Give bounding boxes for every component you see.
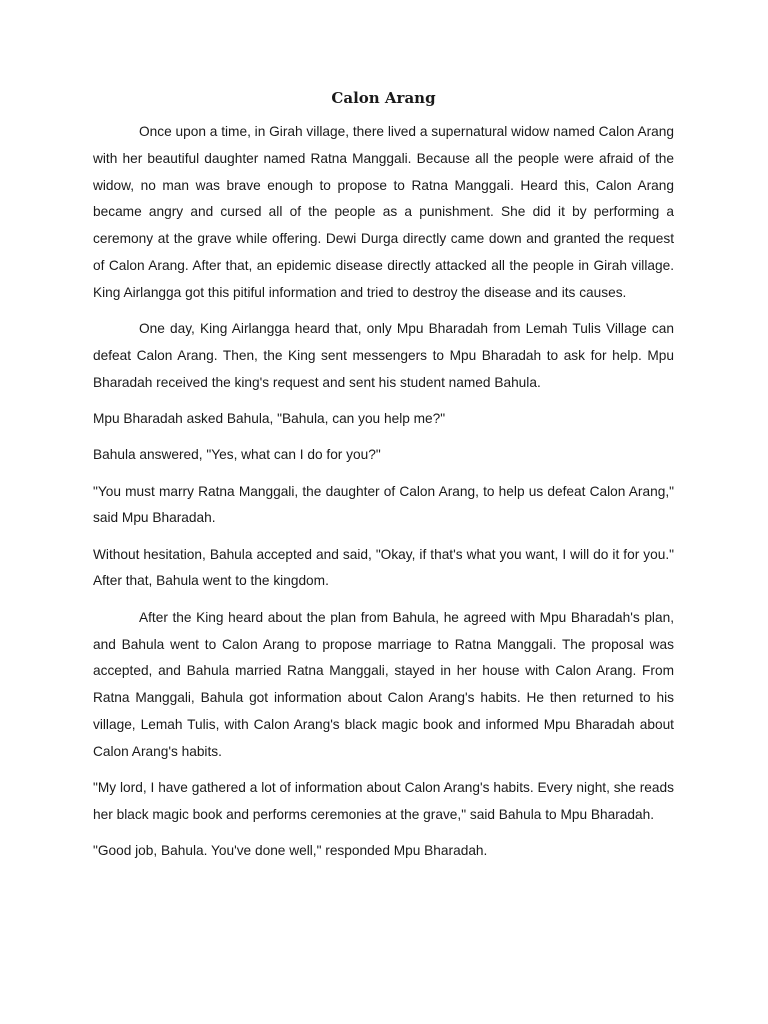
paragraph: One day, King Airlangga heard that, only Mpu Bharadah from Lemah Tulis Village can defeat Calon Arang. Then, the King sent messengers to Mpu Bharadah to ask for help. Mpu Bharadah received the king's request and sent his student named Bahula. bbox=[93, 321, 674, 390]
paragraph: "You must marry Ratna Manggali, the daughter of Calon Arang, to help us defeat Calon Arang," said Mpu Bharadah. bbox=[93, 483, 674, 526]
paragraph: Bahula answered, "Yes, what can I do for you?" bbox=[93, 447, 381, 463]
paragraph: Mpu Bharadah asked Bahula, "Bahula, can you help me?" bbox=[93, 410, 446, 426]
document-title: Calon Arang bbox=[331, 89, 436, 107]
paragraph: Without hesitation, Bahula accepted and said, "Okay, if that's what you want, I will do it for you." After that, Bahula went to the kingdom. bbox=[93, 546, 674, 589]
paragraph: "Good job, Bahula. You've done well," responded Mpu Bharadah. bbox=[93, 843, 488, 859]
document-page bbox=[93, 86, 674, 874]
paragraph: After the King heard about the plan from Bahula, he agreed with Mpu Bharadah's plan, and Bahula went to Calon Arang to propose marriage to Ratna Manggali. The proposal was accepted, and Bahula married Ratna Manggali, stayed in her house with Calon Arang. From Ratna Manggali, Bahula got information about Calon Arang's habits. He then returned to his village, Lemah Tulis, with Calon Arang's black magic book and informed Mpu Bharadah about Calon Arang's habits. bbox=[93, 609, 674, 759]
paragraph: "My lord, I have gathered a lot of information about Calon Arang's habits. Every night, she reads her black magic book and performs ceremonies at the grave," said Bahula to Mpu Bharadah. bbox=[93, 780, 674, 822]
paragraph: Once upon a time, in Girah village, there lived a supernatural widow named Calon Arang with her beautiful daughter named Ratna Manggali. Because all the people were afraid of the widow, no man was brave enough to propose to Ratna Manggali. Heard this, Calon Arang became angry and cursed all of the people as a punishment. She did it by performing a ceremony at the grave while offering. Dewi Durga directly came down and granted the request of Calon Arang. After that, an epidemic disease directly attacked all the people in Girah village. King Airlangga got this pitiful information and tried to destroy the disease and its causes. bbox=[93, 124, 674, 300]
